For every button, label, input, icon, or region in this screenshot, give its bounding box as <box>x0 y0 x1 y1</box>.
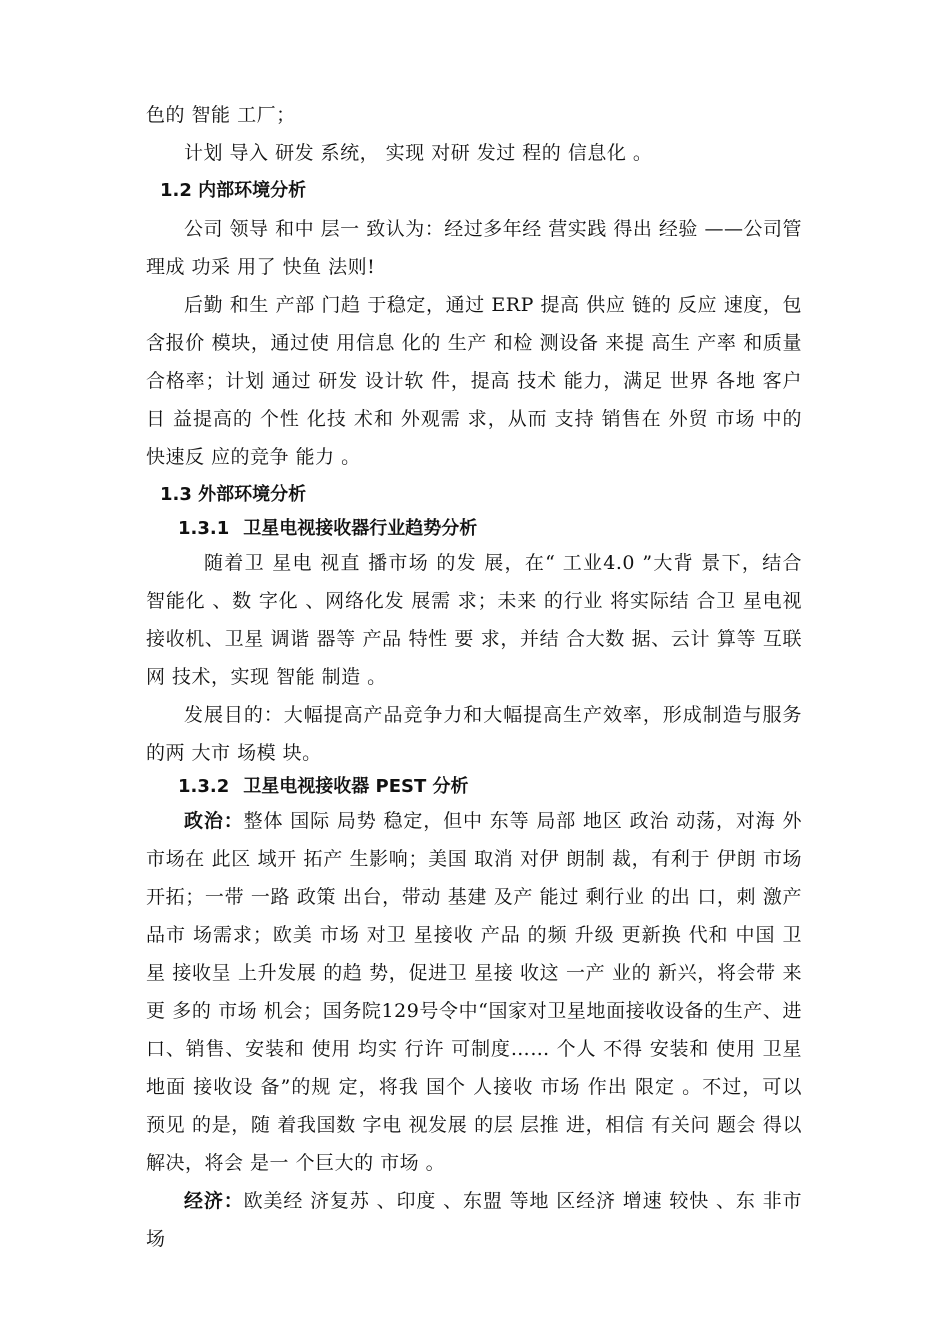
paragraph-politics <box>146 802 802 1182</box>
paragraph-logistics: 后勤 和生 产部 门趋 于稳定，通过 ERP 提高 供应 链的 反应 速度，包含报价 模块，通过使 用信息 化的 生产 和检 测设备 来提 高生 产率 和质量 合格率；计划 通过 研发 设计软 件，提高 技术 能力，满足 世界 各地 客户日 益提高的 个性 化技 术和 外观需 求，从而 支持 销售在 外贸 市场 中的 快速反 应的竞争 能力 。 <box>146 294 802 468</box>
heading-industry-trend <box>146 514 802 544</box>
heading-text: 卫星电视接收器行业趋势分析 <box>243 518 478 539</box>
paragraph-economy <box>146 1182 802 1258</box>
heading-internal-analysis: 1.2 内部环境分析 <box>160 180 307 201</box>
economy-label: 经济： <box>184 1190 244 1212</box>
heading-number: 1.3.2 <box>178 776 230 797</box>
politics-label: 政治： <box>184 810 244 832</box>
economy-body: 欧美经 济复苏 、印度 、东盟 等地 区经济 增速 较快 、东 非市场 <box>146 1190 802 1250</box>
heading-pest-analysis <box>146 772 802 802</box>
heading-text: 卫星电视接收器 PEST 分析 <box>243 776 469 797</box>
paragraph-industry-trend: 随着卫 星电 视直 播市场 的发 展，在“ 工业4.0 ”大背 景下，结合 智能化 、数 字化 、网络化发 展需 求；未来 的行业 将实际结 合卫 星电视 接收机、卫星 调谐 器等 产品 特性 要 求，并结 合大数 据、云计 算等 互联网 技术，实现 智能 制造 。 <box>146 552 802 688</box>
paragraph-rd-plan: 计划 导入 研发 系统， 实现 对研 发过 程的 信息化 。 <box>184 142 653 164</box>
paragraph-leadership: 公司 领导 和中 层一 致认为：经过多年经 营实践 得出 经验 ——公司管理成 功采 用了 快鱼 法则! <box>146 218 802 278</box>
heading-external-analysis: 1.3 外部环境分析 <box>160 484 307 505</box>
heading-number: 1.3.1 <box>178 518 230 539</box>
politics-body: 整体 国际 局势 稳定，但中 东等 局部 地区 政治 动荡，对海 外市场在 此区 域开 拓产 生影响；美国 取消 对伊 朗制 裁，有利于 伊朗 市场 开拓；一带 一路 政策 出台，带动 基建 及产 能过 剩行业 的出 口，刺 激产 品市 场需求；欧美 市场 对卫 星接收 产品 的频 升级 更新换 代和 中国 卫星 接收呈 上升发展 的趋 势，促进卫 星接 收这 一产 业的 新兴，将会带 来更 多的 市场 机会；国务院129号令中“国家对卫星地面接收设备的生产、进口、销售、安装和 使用 均实 行许 可制度…… 个人 不得 安装和 使用 卫星 地面 接收设 备”的规 定，将我 国个 人接收 市场 作出 限定 。不过，可以 预见 的是，随 着我国数 字电 视发展 的层 层推 进，相信 有关问 题会 得以 解决，将会 是一 个巨大的 市场 。 <box>146 810 802 1174</box>
paragraph-development-goal: 发展目的：大幅提高产品竞争力和大幅提高生产效率，形成制造与服务 的两 大市 场模 块。 <box>146 704 802 764</box>
paragraph-continuation: 色的 智能 工厂； <box>146 104 296 126</box>
